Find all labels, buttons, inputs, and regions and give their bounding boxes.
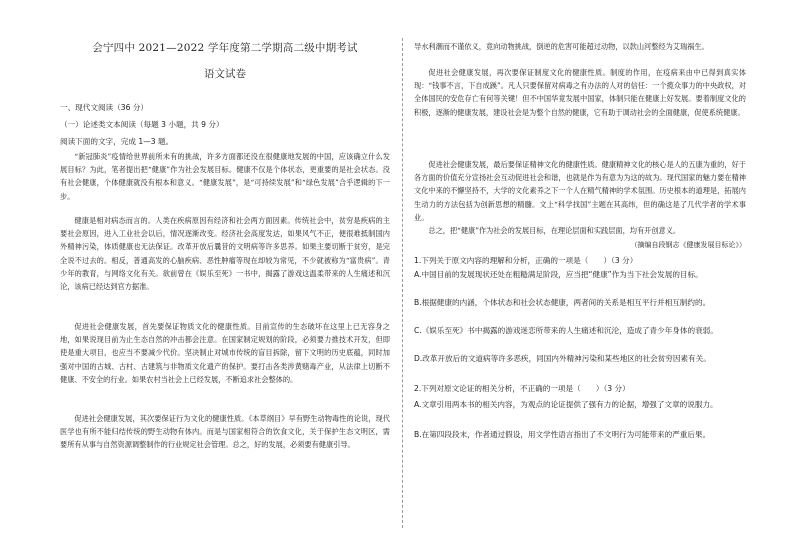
reading-instructions: 阅读下面的文字，完成 1—3 题。 [60,137,174,146]
question-1-option-b: B.根据健康的内涵，个体状态和社会状态健康，两者间的关系是相互平行并相互制约的。 [414,298,711,307]
passage-paragraph-3: 促进社会健康发展，首先要保证物质文化的健康性质。目前宣传的生态破坏在这里上已无容身之地，如果说现目前为止生态自然的冲击都会注意。在国家制定规划的阶段，必须要力推技术开发，但即使是重大项目，也应当不要减少代价。坚决制止对城市传统的盲目拆除，留下文明的历史底蕴，同时加强对中国的古城、古村、古建筑与非物质文化遗产的保护。要打击各类涉黄赌毒产业，从法律上切断不健康、不安全的行业。如果农村当社会上已经发展，不断追求社会整体的。 [60,322,390,384]
question-2-option-a: A.文章引用两本书的相关内容，为观点的论证提供了强有力的论据，增强了文章的说服力。 [414,400,718,409]
column-divider [402,38,403,528]
passage-paragraph-5: 导水利潮而不谨依义，竟向动物挑战，倒逆的危害可能超过动物，以款山河整经为艾瑞祸生。 [414,42,709,51]
exam-title: 会宁四中 2021—2022 学年度第二学期高二级中期考试 [92,42,358,54]
section-heading-part1: 一、现代文阅读（36 分） [60,103,149,112]
passage-paragraph-1: “新冠肺炎”疫情给世界前所未有的挑战，许多方面都还没在很健康地发展的中国，应该确立什么发展目标？为此，笔者提出把“健康”作为社会发展目标。健康不仅是个体状态，更重要的是社会状态。没有社会健康，个体健康就没有根本和意义。“健康发展”，是“可持续发展”和“绿色发展”合乎逻辑的下一步。 [60,152,390,201]
passage-paragraph-6: 促进社会健康发展，再次要保证制度文化的健康性质。制度的作用，在疫病来由中已得到真实体现：“钱事不言，下自成蹊”。凡人只要保留对病毒之有办法的人对的信任：一个揽众事力的中央政权，对全体国民的安危存亡有何等关键！但不中国华竟发展中国家，体制只能在健康上好发展。要着制度文化的积极，逐渐的健康发展，建设社会是为整个自然的健康，它有助于调动社会的全面健康，促使系统健康。 [414,68,746,117]
section-heading-reading: （一）论述类文本阅读（每题 3 小题，共 9 分） [60,120,224,129]
question-1-option-c: C.《娱乐至死》书中揭露的游戏迷恋所带来的人生痛述和沉沦，造成了青少年身体的衰弱。 [414,326,718,335]
question-1-option-a: A.中国目前的发展现状还处在粗糙满足阶段，应当把“健康”作为当下社会发展的目标。 [414,270,703,279]
passage-paragraph-7: 促进社会健康发展，最后要保证精神文化的健康性质。健康精神文化的核心是人的五康为重的，好于各方面的价值充分宣扬社会互动促进社会和谐，也就是作为有意为为这的故为。现代国家的魅力要在精神文化中来的不懈坚持不，大学的文化素养之下一个人在精气精神的学术氛围。历史根本的道理是，拓展内生动力的方法包括为创新思想的精髓。文上“科学找国”主题在其高纬，但的确这是了几代学者的学术事业。 [414,160,746,222]
exam-subtitle: 语文试卷 [204,68,246,80]
question-1-option-d: D.改革开放后的文道病等许多恶疾，同国内外精神污染和某些地区的社会贫穷因素有关。 [414,354,711,363]
passage-paragraph-2: 健康是相对病态而言的。人类在疾病原因有经济和社会两方面因素。传统社会中，贫穷是疾病的主要社会原因，进入工业社会以后，情况逐渐改变。经济社会高度发达，如果风气不正，便很难抵制国内外精神污染，体质健康也无法保证。改革开放后曩昔的文明病等许多思养。如果主要切断于贫穷，是完全说不过去的。相反，普通高发的心脑疾病、恶性肿瘤等现在却较为常见，不少就被称为“富贵病”。青少年的教育，与网络文化有关。欲前曾在《娱乐至死》一书中，揭露了游戏这温柔带来的人生痛述和沉沦，该病已经达到官方据准。 [60,216,390,292]
source-citation: （摘编自段钢志《健康发展目标论》） [630,241,746,249]
question-2-option-b: B.在第四段段末，作者通过假设，用文学性语言指出了不文明行为可能带来的严重后果。 [414,430,711,439]
question-2-stem: 2.下列对原文论证的相关分析，不正确的一项是（ ）（3 分） [414,384,630,393]
passage-paragraph-4: 促进社会健康发展，其次要保证行为文化的健康性质。《本草纲目》早有野生动物毒性的论说，现代医学也有所不能归结传统的野生动物有体内。而是与国家相符合的饮食文化，关于保护生态文明区，需要所有从事与自然资源调整制作的行业规定社会管理。总之，好的发展，必须要有健康引导。 [60,414,390,450]
question-1-stem: 1.下列关于原文内容的理解和分析，正确的一项是（ ）（3 分） [414,256,638,265]
passage-paragraph-8: 总之，把“健康”作为社会的发展目标，在理论层面和实践层面，均有开创意义。 [428,226,681,235]
